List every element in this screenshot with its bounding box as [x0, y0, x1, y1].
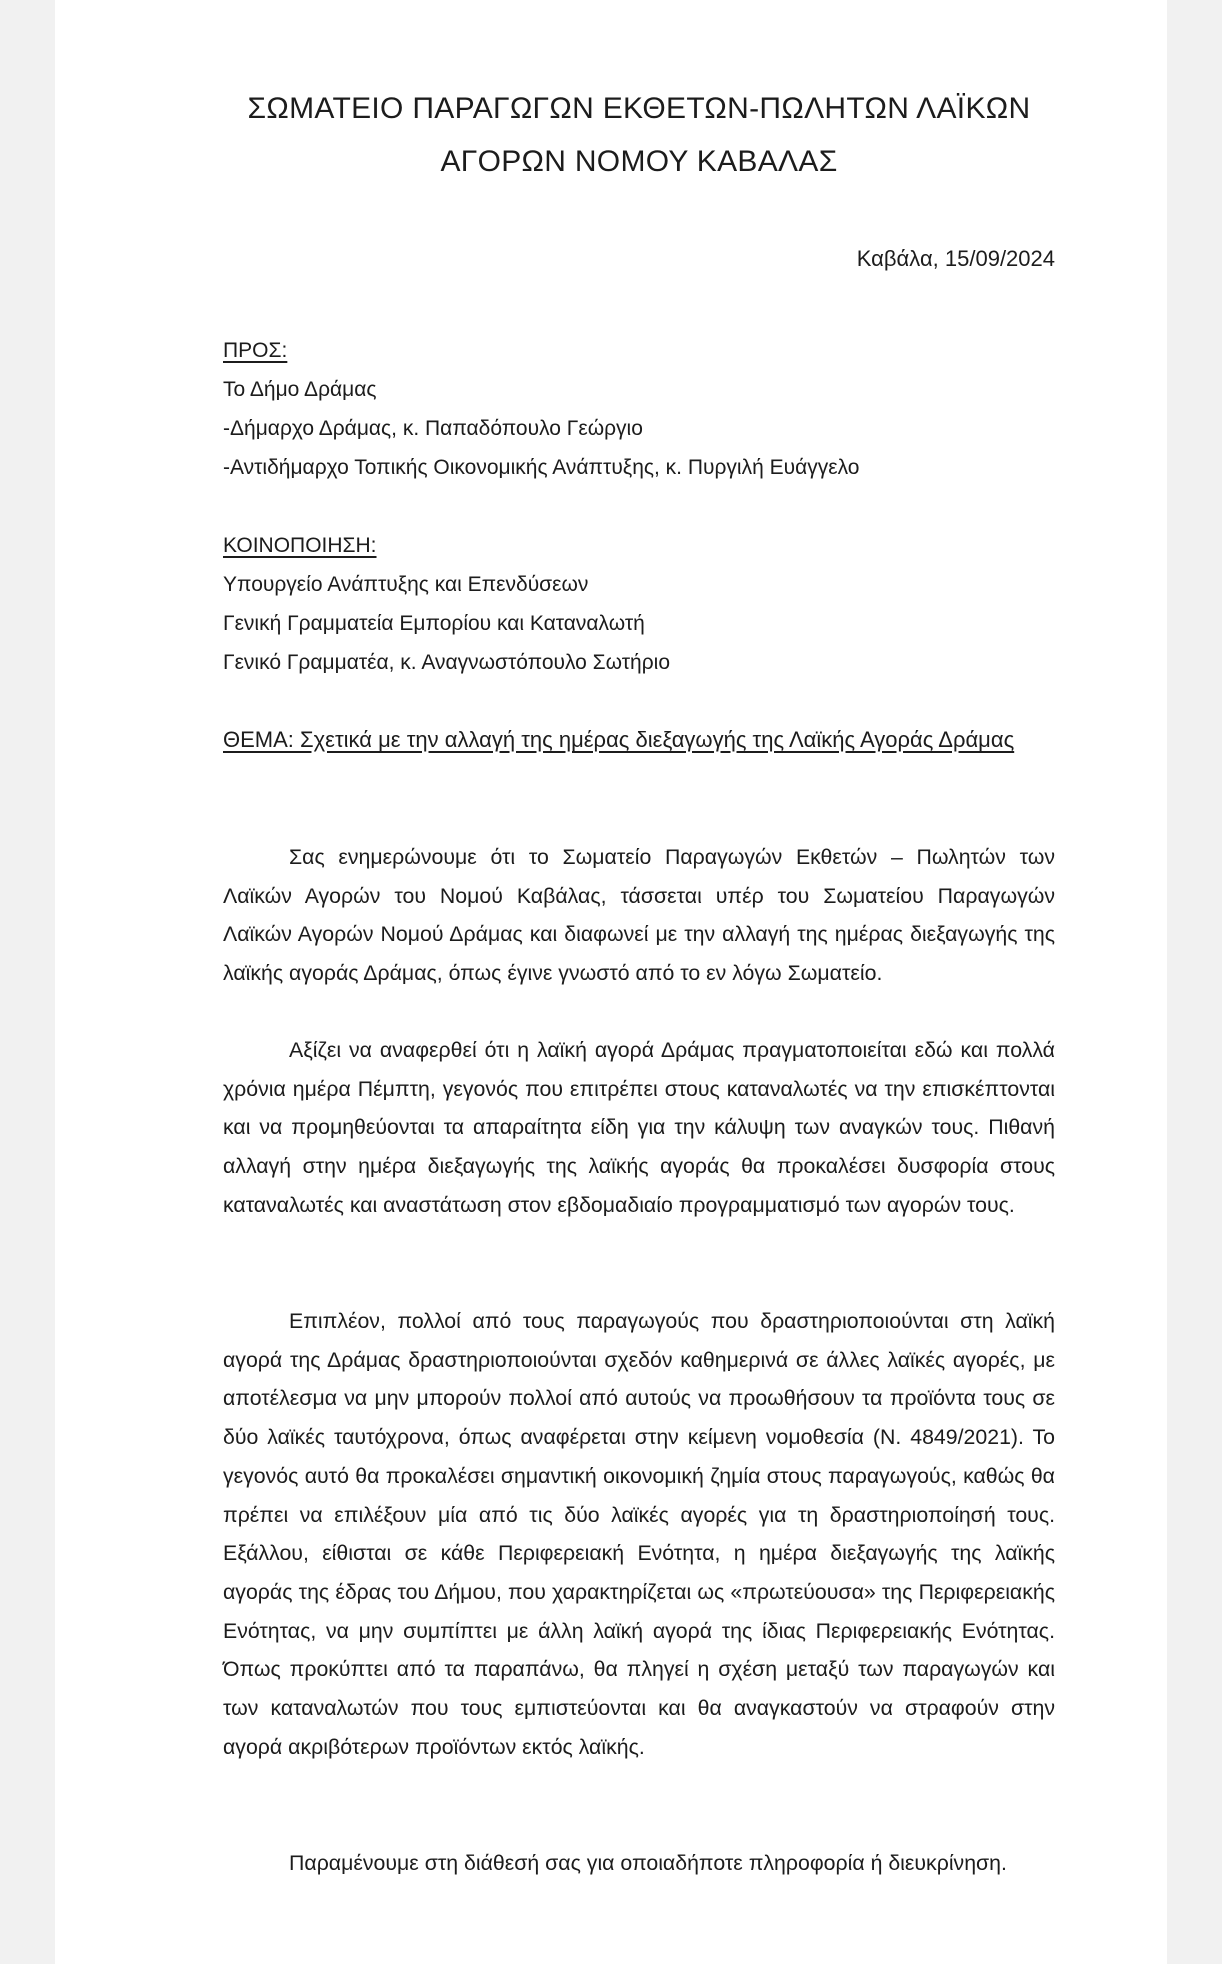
body-paragraph-4: Παραμένουμε στη διάθεσή σας για οποιαδήποτε πληροφορία ή διευκρίνηση.: [289, 1851, 1007, 1875]
letter-title-line-1: ΣΩΜΑΤΕΙΟ ΠΑΡΑΓΩΓΩΝ ΕΚΘΕΤΩΝ-ΠΩΛΗΤΩΝ ΛΑΪΚΩΝ: [247, 92, 1031, 125]
recipient-line: Το Δήμο Δράμας: [223, 378, 377, 401]
notification-line: Υπουργείο Ανάπτυξης και Επενδύσεων: [223, 573, 589, 596]
letter-page: [55, 0, 1167, 1964]
body-paragraph-2: Αξίζει να αναφερθεί ότι η λαϊκή αγορά Δράμας πραγματοποιείται εδώ και πολλά χρόνια ημέρα Πέμπτη, γεγονός που επιτρέπει στους καταναλωτές να την επισκέπτονται και να προμηθεύονται τα απαραίτητα είδη για την κάλυψη των αναγκών τους. Πιθανή αλλαγή στην ημέρα διεξαγωγής της λαϊκής αγοράς θα προκαλέσει δυσφορία στους καταναλωτές και αναστάτωση στον εβδομαδιαίο προγραμματισμό των αγορών τους.: [223, 1038, 1055, 1217]
body-paragraph-1: Σας ενημερώνουμε ότι το Σωματείο Παραγωγών Εκθετών – Πωλητών των Λαϊκών Αγορών του Νομού Καβάλας, τάσσεται υπέρ του Σωματείου Παραγωγών Λαϊκών Αγορών Νομού Δράμας και διαφωνεί με την αλλαγή της ημέρας διεξαγωγής της λαϊκής αγοράς Δράμας, όπως έγινε γνωστό από το εν λόγω Σωματείο.: [223, 845, 1055, 986]
recipient-line: -Δήμαρχο Δράμας, κ. Παπαδόπουλο Γεώργιο: [223, 417, 643, 440]
letter-date: Καβάλα, 15/09/2024: [856, 246, 1055, 271]
notification-label: ΚΟΙΝΟΠΟΙΗΣΗ:: [223, 534, 377, 557]
recipients-label: ΠΡΟΣ:: [223, 339, 288, 362]
letter-subject: ΘΕΜΑ: Σχετικά με την αλλαγή της ημέρας διεξαγωγής της Λαϊκής Αγοράς Δράμας: [223, 727, 1015, 752]
letter-title-line-2: ΑΓΟΡΩΝ ΝΟΜΟΥ ΚΑΒΑΛΑΣ: [440, 145, 838, 178]
body-paragraph-3: Επιπλέον, πολλοί από τους παραγωγούς που δραστηριοποιούνται στη λαϊκή αγορά της Δράμας δραστηριοποιούνται σχεδόν καθημερινά σε άλλες λαϊκές αγορές, με αποτέλεσμα να μην μπορούν πολλοί από αυτούς να προωθήσουν τα προϊόντα τους σε δύο λαϊκές ταυτόχρονα, όπως αναφέρεται στην κείμενη νομοθεσία (Ν. 4849/2021). Το γεγονός αυτό θα προκαλέσει σημαντική οικονομική ζημία στους παραγωγούς, καθώς θα πρέπει να επιλέξουν μία από τις δύο λαϊκές αγορές για τη δραστηριοποίησή τους. Εξάλλου, είθισται σε κάθε Περιφερειακή Ενότητα, η ημέρα διεξαγωγής της λαϊκής αγοράς της έδρας του Δήμου, που χαρακτηρίζεται ως «πρωτεύουσα» της Περιφερειακής Ενότητας, να μην συμπίπτει με άλλη λαϊκή αγορά της ίδιας Περιφερειακής Ενότητας. Όπως προκύπτει από τα παραπάνω, θα πληγεί η σχέση μεταξύ των παραγωγών και των καταναλωτών που τους εμπιστεύονται και θα αναγκαστούν να στραφούν στην αγορά ακριβότερων προϊόντων εκτός λαϊκής.: [223, 1309, 1055, 1759]
notification-line: Γενικό Γραμματέα, κ. Αναγνωστόπουλο Σωτήριο: [223, 651, 671, 674]
recipient-line: -Αντιδήμαρχο Τοπικής Οικονομικής Ανάπτυξης, κ. Πυργιλή Ευάγγελο: [223, 456, 860, 479]
notification-line: Γενική Γραμματεία Εμπορίου και Καταναλωτή: [223, 612, 645, 635]
